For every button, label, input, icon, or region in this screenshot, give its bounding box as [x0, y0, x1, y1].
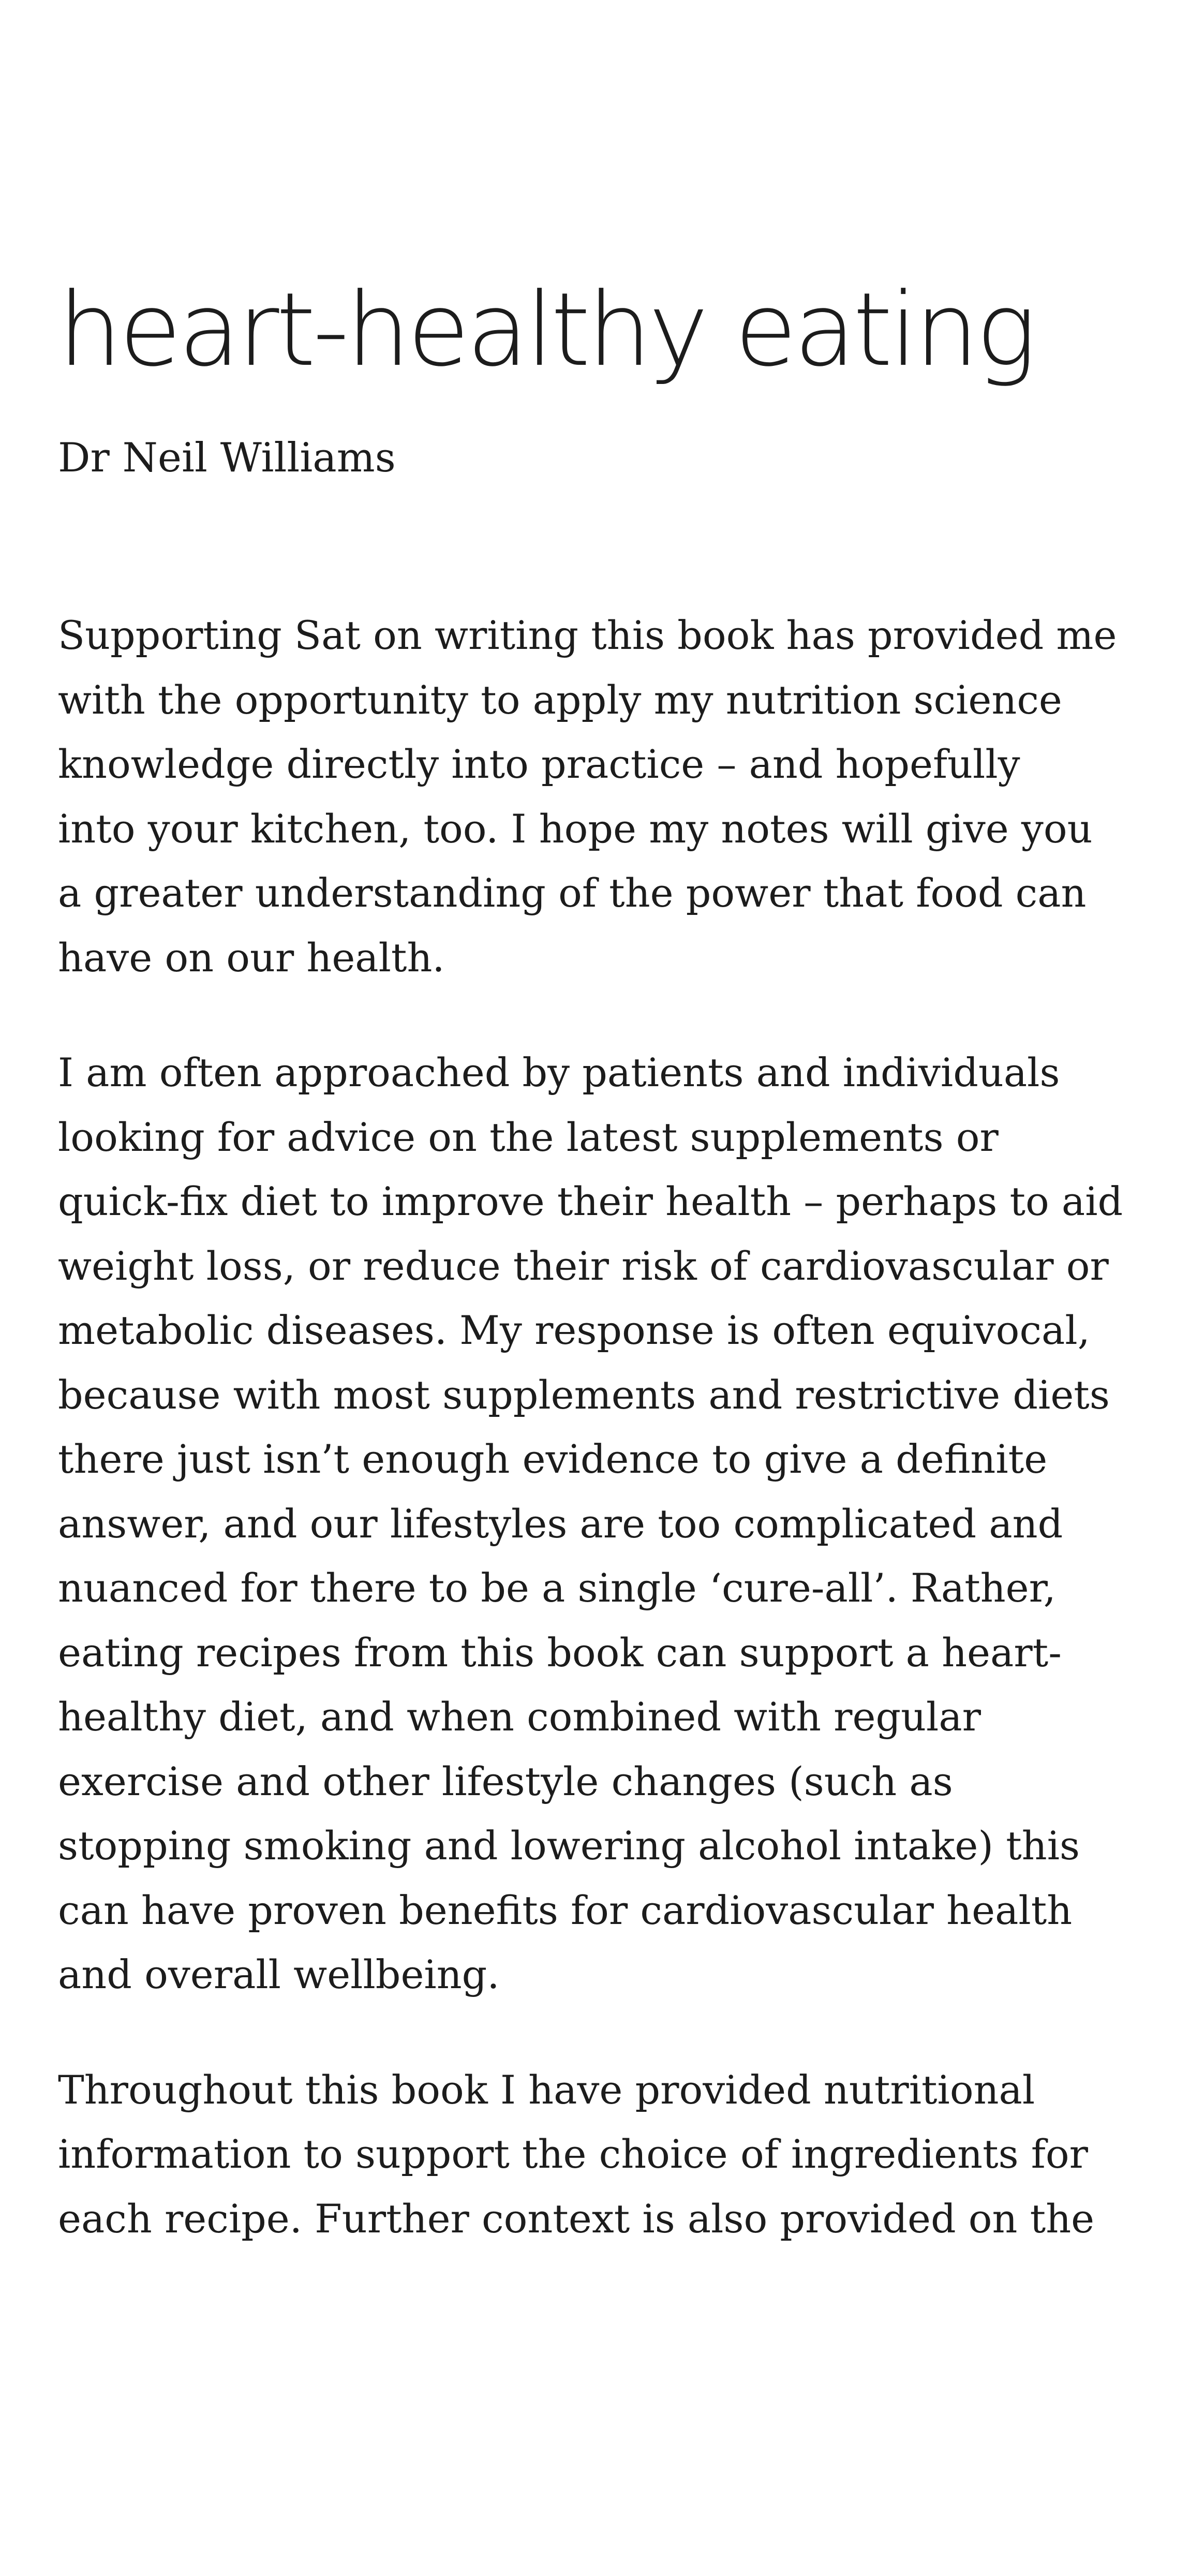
text-line: I am often approached by patients and individuals [58, 1049, 1060, 1095]
text-line: into your kitchen, too. I hope my notes will give you [58, 805, 1093, 852]
text-line: have on our health. [58, 934, 445, 981]
text-line: a greater understanding of the power that food can [58, 870, 1087, 916]
text-line: and overall wellbeing. [58, 1951, 500, 1997]
text-line: Throughout this book I have provided nutritional [58, 2066, 1035, 2113]
text-line: Supporting Sat on writing this book has provided me [58, 612, 1117, 658]
chapter-title: heart-healthy eating [58, 271, 1034, 389]
text-line: looking for advice on the latest supplements or [58, 1114, 999, 1160]
text-line: metabolic diseases. My response is often equivocal, [58, 1307, 1090, 1353]
chapter-author: Dr Neil Williams [58, 435, 396, 481]
text-line: eating recipes from this book can support a heart- [58, 1629, 1062, 1676]
text-line: information to support the choice of ingredients for [58, 2131, 1088, 2177]
text-line: there just isn’t enough evidence to give a definite [58, 1436, 1048, 1482]
text-line: because with most supplements and restrictive diets [58, 1371, 1110, 1418]
text-line: weight loss, or reduce their risk of cardiovascular or [58, 1242, 1109, 1289]
body-text [58, 603, 1160, 2302]
text-line: answer, and our lifestyles are too complicated and [58, 1500, 1063, 1547]
paragraph-3 [58, 2058, 1160, 2252]
paragraph-1 [58, 603, 1160, 990]
text-line: each recipe. Further context is also provided on the [58, 2195, 1095, 2242]
text-line: quick-fix diet to improve their health – perhaps to aid [58, 1178, 1123, 1224]
paragraph-2 [58, 1041, 1160, 2007]
text-line: stopping smoking and lowering alcohol intake) this [58, 1823, 1080, 1869]
text-line: knowledge directly into practice – and hopefully [58, 741, 1020, 787]
text-line: exercise and other lifestyle changes (such as [58, 1758, 953, 1804]
text-line: nuanced for there to be a single ‘cure-all’. Rather, [58, 1565, 1056, 1611]
text-line: with the opportunity to apply my nutrition science [58, 676, 1062, 723]
text-line: can have proven benefits for cardiovascular health [58, 1887, 1073, 1933]
text-line: healthy diet, and when combined with regular [58, 1694, 981, 1740]
